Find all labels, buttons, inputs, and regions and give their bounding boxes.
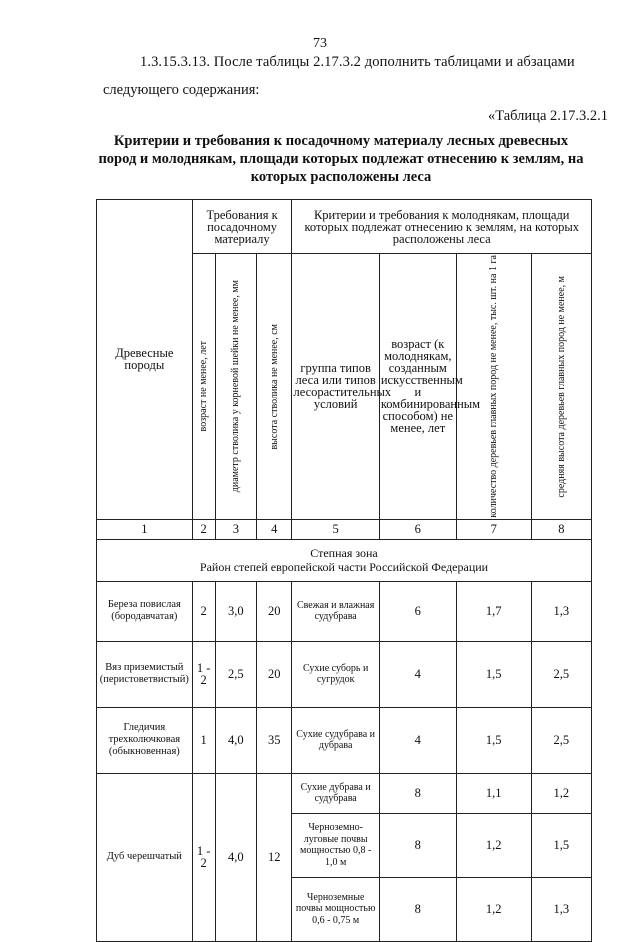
header-height-cell: [257, 254, 292, 520]
count-cell: 1,2: [456, 877, 531, 941]
table-row: [97, 641, 592, 707]
header-height: высота стволика не менее, см: [268, 323, 280, 450]
col-number: 2: [192, 519, 215, 539]
age-young-cell: 4: [379, 707, 456, 773]
criteria-table: [96, 199, 592, 942]
age-young-cell: 8: [379, 773, 456, 813]
species-cell: Гледичия трехколючковая (обыкновенная): [97, 707, 193, 773]
count-cell: 1,5: [456, 641, 531, 707]
species-cell: Береза повислая (бородавчатая): [97, 581, 193, 641]
table-row: [97, 707, 592, 773]
avg-height-cell: 2,5: [531, 641, 591, 707]
header-forest-type: группа типов леса или типов лесорастительных условий: [292, 254, 379, 520]
species-cell: Вяз приземистый (перистоветвистый): [97, 641, 193, 707]
table-row: [97, 581, 592, 641]
diameter-cell: 4,0: [215, 773, 257, 941]
height-cell: 35: [257, 707, 292, 773]
forest-type-cell: Черноземно-луговые почвы мощностью 0,8 - 1,0 м: [292, 813, 379, 877]
count-cell: 1,7: [456, 581, 531, 641]
col-number: 5: [292, 519, 379, 539]
col-number: 6: [379, 519, 456, 539]
age-cell: 1: [192, 707, 215, 773]
col-number: 3: [215, 519, 257, 539]
diameter-cell: 2,5: [215, 641, 257, 707]
zone-region: Район степей европейской части Российской Федерации: [199, 560, 489, 575]
count-cell: 1,2: [456, 813, 531, 877]
age-young-cell: 4: [379, 641, 456, 707]
age-cell: 1 - 2: [192, 773, 215, 941]
age-cell: 1 - 2: [192, 641, 215, 707]
zone-name: Степная зона: [310, 546, 378, 561]
col-number: 8: [531, 519, 591, 539]
height-cell: 12: [257, 773, 292, 941]
diameter-cell: 4,0: [215, 707, 257, 773]
age-young-cell: 8: [379, 877, 456, 941]
header-young-group: Критерии и требования к молоднякам, площади которых подлежат отнесению к землям, на которых расположены леса: [292, 200, 592, 254]
header-count-cell: [456, 254, 531, 520]
zone-header: [97, 539, 592, 581]
avg-height-cell: 1,5: [531, 813, 591, 877]
table-reference: «Таблица 2.17.3.2.1: [487, 108, 608, 124]
avg-height-cell: 1,3: [531, 581, 591, 641]
header-count: количество деревьев главных пород не менее, тыс. шт. на 1 га: [488, 255, 500, 518]
intro-line-2: следующего содержания:: [103, 82, 260, 98]
forest-type-cell: Сухие суборь и сугрудок: [292, 641, 379, 707]
header-age-planting-cell: [192, 254, 215, 520]
count-cell: 1,5: [456, 707, 531, 773]
species-cell: Дуб черешчатый: [97, 773, 193, 941]
age-cell: 2: [192, 581, 215, 641]
page-number: 73: [313, 36, 327, 51]
height-cell: 20: [257, 581, 292, 641]
column-number-row: [97, 519, 592, 539]
header-age-young: возраст (к молоднякам, созданным искусственным и комбинированным способом) не менее, лет: [379, 254, 456, 520]
forest-type-cell: Черноземные почвы мощностью 0,6 - 0,75 м: [292, 877, 379, 941]
col-number: 1: [97, 519, 193, 539]
forest-type-cell: Свежая и влажная судубрава: [292, 581, 379, 641]
age-young-cell: 6: [379, 581, 456, 641]
header-age-planting: возраст не менее, лет: [198, 341, 210, 432]
intro-line-1: 1.3.15.3.13. После таблицы 2.17.3.2 дополнить таблицами и абзацами: [140, 54, 575, 70]
count-cell: 1,1: [456, 773, 531, 813]
forest-type-cell: Сухие дубрава и судубрава: [292, 773, 379, 813]
header-planting-group: Требования к посадочному материалу: [192, 200, 292, 254]
col-number: 7: [456, 519, 531, 539]
avg-height-cell: 2,5: [531, 707, 591, 773]
avg-height-cell: 1,3: [531, 877, 591, 941]
header-avg-height: средняя высота деревьев главных пород не менее, м: [555, 275, 567, 498]
table-title: Критерии и требования к посадочному материалу лесных древесных пород и молоднякам, площади которых подлежат отнесению к землям, на которых расположены леса: [98, 133, 584, 185]
height-cell: 20: [257, 641, 292, 707]
header-diameter-cell: [215, 254, 257, 520]
forest-type-cell: Сухие судубрава и дубрава: [292, 707, 379, 773]
diameter-cell: 3,0: [215, 581, 257, 641]
col-number: 4: [257, 519, 292, 539]
table-row: [97, 773, 592, 813]
avg-height-cell: 1,2: [531, 773, 591, 813]
header-species: Древесные породы: [97, 200, 193, 520]
header-avg-height-cell: [531, 254, 591, 520]
header-diameter: диаметр стволика у корневой шейки не менее, мм: [230, 280, 242, 493]
age-young-cell: 8: [379, 813, 456, 877]
